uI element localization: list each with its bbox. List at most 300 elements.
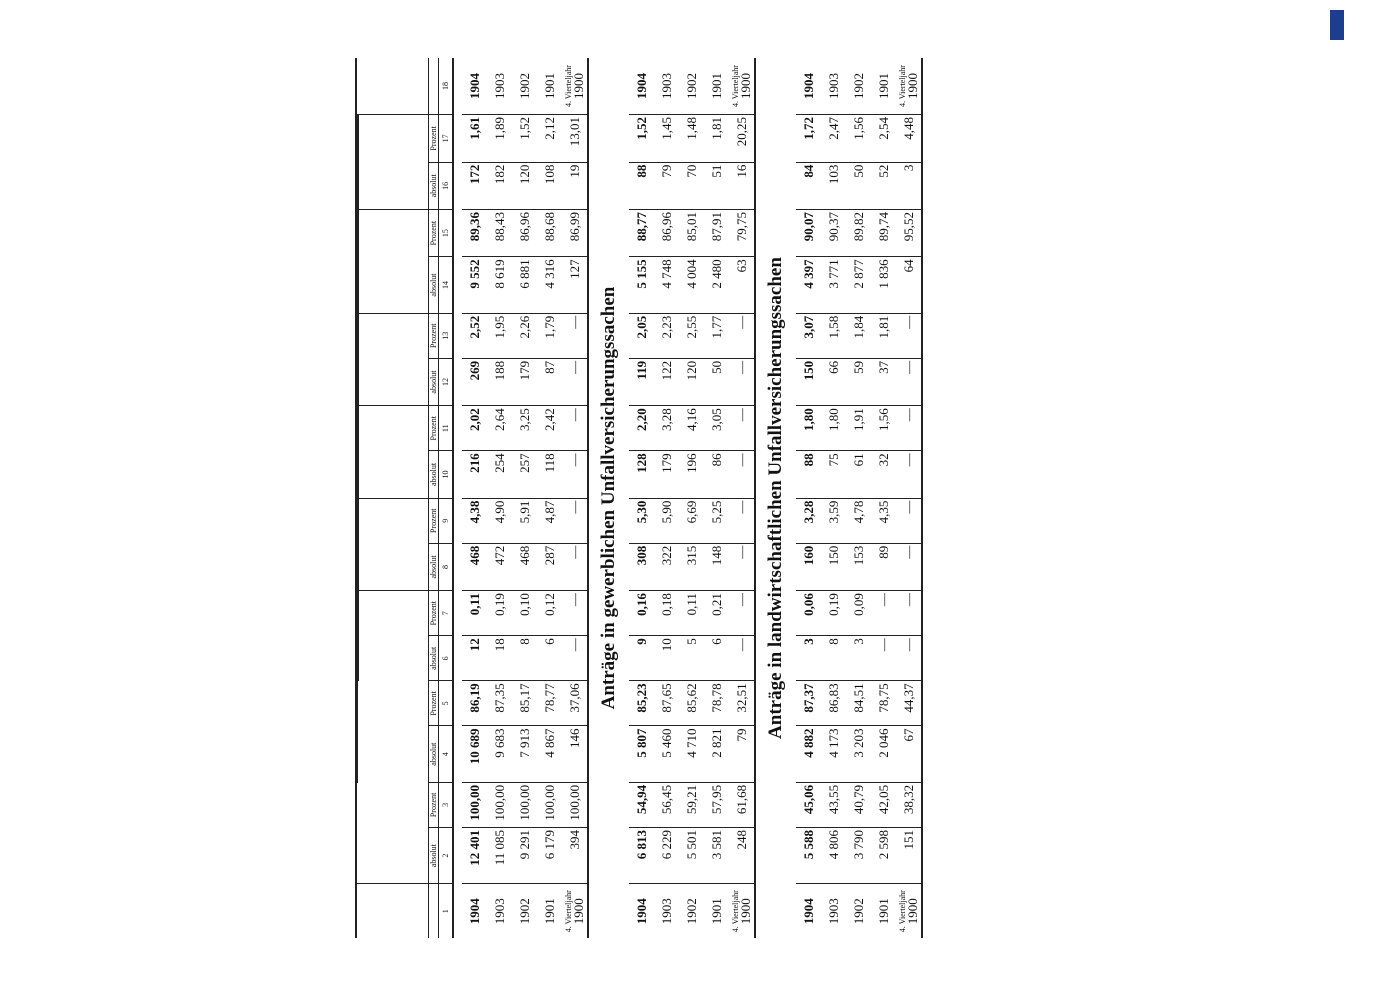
year-cell: 1904 <box>800 898 816 925</box>
data-cell: 1,95 <box>487 313 512 358</box>
section-spacer-row <box>453 58 462 938</box>
data-cell: 4 004 <box>679 257 704 313</box>
data-cell: 4,90 <box>487 498 512 543</box>
table-row <box>729 58 755 938</box>
data-cell: 2 598 <box>871 827 896 883</box>
year-cell: 1904 <box>629 58 654 115</box>
data-cell: 87,91 <box>704 209 729 256</box>
header-anerkenntnis <box>359 313 429 405</box>
data-cell: 4,35 <box>871 498 896 543</box>
data-cell: 0,09 <box>846 591 871 636</box>
data-cell: 2,42 <box>537 406 562 451</box>
year-value: 1900 <box>737 898 753 925</box>
data-cell: 1,80 <box>821 406 846 451</box>
data-cell: — <box>562 451 588 498</box>
year-cell: 1903 <box>487 58 512 115</box>
data-cell: 160 <box>796 543 821 590</box>
data-cell: 4 316 <box>537 257 562 313</box>
data-cell: 3,05 <box>704 406 729 451</box>
table-row <box>629 58 654 938</box>
data-cell: 6 229 <box>654 827 679 883</box>
section-heading-row <box>588 58 629 938</box>
data-cell: 2,54 <box>871 115 896 163</box>
data-cell: 10 <box>654 636 679 681</box>
data-cell: 38,32 <box>896 782 922 827</box>
data-cell: 12 <box>462 636 487 681</box>
data-cell: 45,06 <box>796 782 821 827</box>
year-cell: 1902 <box>683 898 699 925</box>
data-cell: — <box>729 406 755 451</box>
subheader-absolut: absolut <box>429 257 439 313</box>
data-cell: 8 <box>821 636 846 681</box>
data-cell: 87,35 <box>487 681 512 726</box>
data-cell: 59,21 <box>679 782 704 827</box>
data-cell: 8 <box>512 636 537 681</box>
year-cell-right <box>896 58 922 115</box>
year-cell: 1901 <box>541 898 557 925</box>
data-cell: 4 882 <box>796 726 821 782</box>
data-cell: 89,74 <box>871 209 896 256</box>
table-row <box>846 58 871 938</box>
data-cell: 468 <box>462 543 487 590</box>
data-cell: 64 <box>896 257 922 313</box>
year-cell: 1902 <box>516 898 532 925</box>
data-cell: 4,48 <box>896 115 922 163</box>
data-cell: 32 <box>871 451 896 498</box>
data-cell: 119 <box>629 358 654 405</box>
data-cell: 5 501 <box>679 827 704 883</box>
data-cell: 5,25 <box>704 498 729 543</box>
year-cell: 1904 <box>796 58 821 115</box>
data-cell: 4 748 <box>654 257 679 313</box>
data-cell: 2 877 <box>846 257 871 313</box>
data-cell: 3,25 <box>512 406 537 451</box>
spacer-cell <box>453 58 462 938</box>
year-cell: 1901 <box>871 58 896 115</box>
data-cell: — <box>562 636 588 681</box>
year-value: 1900 <box>570 898 586 925</box>
data-cell: 88 <box>629 162 654 209</box>
data-cell: 172 <box>462 162 487 209</box>
data-cell: 87,37 <box>796 681 821 726</box>
data-cell: 88 <box>796 451 821 498</box>
year-cell: 1904 <box>466 898 482 925</box>
data-cell: 85,01 <box>679 209 704 256</box>
data-cell: 87,65 <box>654 681 679 726</box>
subheader-absolut: absolut <box>429 451 439 498</box>
column-number: 3 <box>439 782 454 827</box>
subheader-prozent: Prozent <box>429 681 439 726</box>
data-cell: 1,81 <box>871 313 896 358</box>
year-cell: 1901 <box>875 898 891 925</box>
data-cell: 1,91 <box>846 406 871 451</box>
data-cell: 2,47 <box>821 115 846 163</box>
data-cell: 3 790 <box>846 827 871 883</box>
running-header <box>118 40 158 960</box>
subheader-prozent: Prozent <box>429 115 439 163</box>
data-cell: 5 807 <box>629 726 654 782</box>
data-cell: 79 <box>729 726 755 782</box>
data-cell: 2,05 <box>629 313 654 358</box>
column-number: 5 <box>439 681 454 726</box>
header-urteil <box>359 209 429 313</box>
data-cell: 0,06 <box>796 591 821 636</box>
data-cell: 10 689 <box>462 726 487 782</box>
data-cell: 13,01 <box>562 115 588 163</box>
subheader-prozent: Prozent <box>429 591 439 636</box>
data-cell: 88,77 <box>629 209 654 256</box>
data-cell: 120 <box>679 358 704 405</box>
data-cell: 20,25 <box>729 115 755 163</box>
year-value: 1900 <box>904 73 920 100</box>
column-number: 7 <box>439 591 454 636</box>
data-cell: 85,23 <box>629 681 654 726</box>
data-cell: — <box>729 451 755 498</box>
column-number: 10 <box>439 451 454 498</box>
data-cell: 100,00 <box>487 782 512 827</box>
data-cell: 179 <box>512 358 537 405</box>
data-cell: 5 460 <box>654 726 679 782</box>
data-cell: 1,61 <box>462 115 487 163</box>
data-cell: — <box>871 636 896 681</box>
data-cell: 257 <box>512 451 537 498</box>
data-cell: 269 <box>462 358 487 405</box>
data-cell: 63 <box>729 257 755 313</box>
data-cell: 472 <box>487 543 512 590</box>
data-cell: 122 <box>654 358 679 405</box>
quarter-label: 4. Vierteljahr <box>730 890 740 933</box>
subheader-absolut: absolut <box>429 636 439 681</box>
column-number: 1 <box>439 884 454 938</box>
data-cell: 3 <box>796 636 821 681</box>
data-cell: 100,00 <box>462 782 487 827</box>
data-cell: 89,82 <box>846 209 871 256</box>
year-cell: 1903 <box>821 58 846 115</box>
year-cell <box>562 884 588 938</box>
table-row <box>512 58 537 938</box>
table-row <box>487 58 512 938</box>
data-cell: 86 <box>704 451 729 498</box>
data-cell: 9 683 <box>487 726 512 782</box>
subheader-prozent: Prozent <box>429 498 439 543</box>
data-cell: — <box>562 543 588 590</box>
section-heading: Anträge in gewerblichen Unfallversicherungssachen <box>598 286 619 710</box>
data-cell: 32,51 <box>729 681 755 726</box>
table-row <box>562 58 588 938</box>
year-cell <box>729 884 755 938</box>
quarter-label: 4. Vierteljahr <box>897 890 907 933</box>
data-cell: 1,52 <box>512 115 537 163</box>
data-cell: 0,21 <box>704 591 729 636</box>
subheader-spacer <box>429 884 439 938</box>
year-cell <box>896 884 922 938</box>
data-cell: — <box>562 406 588 451</box>
data-cell: 78,77 <box>537 681 562 726</box>
data-cell: 3 <box>896 162 922 209</box>
data-cell: — <box>896 406 922 451</box>
data-cell: 5 <box>679 636 704 681</box>
year-value: 1900 <box>737 73 753 100</box>
header-jahr <box>356 884 429 938</box>
column-number: 11 <box>439 406 454 451</box>
year-cell: 1902 <box>512 58 537 115</box>
column-number: 12 <box>439 358 454 405</box>
year-cell-right <box>562 58 588 115</box>
header-andere <box>359 115 429 210</box>
data-cell: 12 401 <box>462 827 487 883</box>
data-cell: 86,83 <box>821 681 846 726</box>
year-cell: 1903 <box>491 898 507 925</box>
data-cell: 3 771 <box>821 257 846 313</box>
year-cell-right <box>729 58 755 115</box>
column-number: 9 <box>439 498 454 543</box>
data-cell: 150 <box>796 358 821 405</box>
year-cell: 1902 <box>679 58 704 115</box>
data-cell: 79,75 <box>729 209 755 256</box>
data-cell: 4,78 <box>846 498 871 543</box>
data-cell: 3,07 <box>796 313 821 358</box>
year-cell: 1901 <box>537 58 562 115</box>
data-cell: 1 836 <box>871 257 896 313</box>
column-number: 16 <box>439 162 454 209</box>
data-cell: — <box>896 358 922 405</box>
data-cell: 54,94 <box>629 782 654 827</box>
data-cell: 44,37 <box>896 681 922 726</box>
data-cell: 89,36 <box>462 209 487 256</box>
data-cell: 0,11 <box>679 591 704 636</box>
data-cell: 315 <box>679 543 704 590</box>
data-cell: 0,12 <box>537 591 562 636</box>
subheader-absolut: absolut <box>429 726 439 782</box>
data-cell: 100,00 <box>512 782 537 827</box>
subheader-absolut: absolut <box>429 162 439 209</box>
column-number: 6 <box>439 636 454 681</box>
data-cell: 86,99 <box>562 209 588 256</box>
data-cell: 100,00 <box>537 782 562 827</box>
data-cell: 50 <box>846 162 871 209</box>
subheader-spacer <box>429 58 439 115</box>
data-cell: 3,59 <box>821 498 846 543</box>
data-cell: 9 552 <box>462 257 487 313</box>
data-cell: 1,56 <box>871 406 896 451</box>
data-cell: 5 588 <box>796 827 821 883</box>
column-number: 8 <box>439 543 454 590</box>
header-zuruecknahme <box>359 498 429 590</box>
year-cell: 1903 <box>654 58 679 115</box>
data-cell: 3 581 <box>704 827 729 883</box>
data-cell: 254 <box>487 451 512 498</box>
data-cell: 1,52 <box>629 115 654 163</box>
data-cell: 100,00 <box>562 782 588 827</box>
table-row <box>796 58 821 938</box>
year-cell: 1902 <box>850 898 866 925</box>
data-cell: 4 867 <box>537 726 562 782</box>
data-cell: 1,89 <box>487 115 512 163</box>
data-cell: 6 <box>704 636 729 681</box>
table-row <box>821 58 846 938</box>
data-cell: — <box>729 636 755 681</box>
data-cell: 57,95 <box>704 782 729 827</box>
data-cell: 0,19 <box>487 591 512 636</box>
data-cell: 1,72 <box>796 115 821 163</box>
statistics-table <box>355 58 923 938</box>
data-cell: 196 <box>679 451 704 498</box>
data-cell: 7 913 <box>512 726 537 782</box>
data-cell: 4 397 <box>796 257 821 313</box>
data-cell: 67 <box>896 726 922 782</box>
data-cell: 5,30 <box>629 498 654 543</box>
data-cell: — <box>562 313 588 358</box>
data-cell: 89 <box>871 543 896 590</box>
year-cell: 1903 <box>825 898 841 925</box>
data-cell: 5 155 <box>629 257 654 313</box>
data-cell: 108 <box>537 162 562 209</box>
dfg-logo <box>1330 10 1344 40</box>
data-cell: 0,16 <box>629 591 654 636</box>
data-cell: 40,79 <box>846 782 871 827</box>
data-cell: 37,06 <box>562 681 588 726</box>
data-cell: 1,58 <box>821 313 846 358</box>
data-cell: 127 <box>562 257 588 313</box>
data-cell: 0,11 <box>462 591 487 636</box>
data-cell: 146 <box>562 726 588 782</box>
data-cell: 2,52 <box>462 313 487 358</box>
data-cell: 2,55 <box>679 313 704 358</box>
data-cell: 85,17 <box>512 681 537 726</box>
year-cell: 1901 <box>704 58 729 115</box>
header-zahl <box>356 782 429 884</box>
quarter-label: 4. Vierteljahr <box>563 65 573 108</box>
column-number: 15 <box>439 209 454 256</box>
data-cell: 468 <box>512 543 537 590</box>
data-cell: 78,75 <box>871 681 896 726</box>
data-cell: 56,45 <box>654 782 679 827</box>
data-cell: 5,91 <box>512 498 537 543</box>
section-heading: Anträge in landwirtschaftlichen Unfallversicherungssachen <box>765 257 786 739</box>
data-cell: 2,12 <box>537 115 562 163</box>
data-cell: 43,55 <box>821 782 846 827</box>
data-cell: 37 <box>871 358 896 405</box>
data-cell: — <box>896 451 922 498</box>
header-vergleich <box>359 406 429 498</box>
data-cell: 5,90 <box>654 498 679 543</box>
year-cell: 1904 <box>633 898 649 925</box>
data-cell: 86,19 <box>462 681 487 726</box>
data-cell: 1,45 <box>654 115 679 163</box>
column-number: 18 <box>439 58 454 115</box>
data-cell: 4 173 <box>821 726 846 782</box>
data-cell: 70 <box>679 162 704 209</box>
column-number: 2 <box>439 827 454 883</box>
data-cell: 1,84 <box>846 313 871 358</box>
data-cell: 118 <box>537 451 562 498</box>
table-row <box>896 58 922 938</box>
data-cell: 2,20 <box>629 406 654 451</box>
data-cell: 287 <box>537 543 562 590</box>
data-cell: 86,96 <box>654 209 679 256</box>
data-cell: 42,05 <box>871 782 896 827</box>
data-cell: 85,62 <box>679 681 704 726</box>
data-cell: — <box>729 358 755 405</box>
data-cell: — <box>871 591 896 636</box>
data-cell: 1,79 <box>537 313 562 358</box>
data-cell: 16 <box>729 162 755 209</box>
data-cell: — <box>562 358 588 405</box>
data-cell: 182 <box>487 162 512 209</box>
column-number: 4 <box>439 726 454 782</box>
data-cell: 6 881 <box>512 257 537 313</box>
data-cell: 6 179 <box>537 827 562 883</box>
data-cell: — <box>562 498 588 543</box>
data-cell: 84,51 <box>846 681 871 726</box>
data-cell: 66 <box>821 358 846 405</box>
data-cell: 18 <box>487 636 512 681</box>
year-cell: 1901 <box>708 898 724 925</box>
data-cell: 6 <box>537 636 562 681</box>
table-row <box>462 58 487 938</box>
data-cell: 88,68 <box>537 209 562 256</box>
data-cell: 52 <box>871 162 896 209</box>
year-value: 1900 <box>570 73 586 100</box>
data-cell: 103 <box>821 162 846 209</box>
data-cell: 6,69 <box>679 498 704 543</box>
data-cell: 88,43 <box>487 209 512 256</box>
data-cell: 4,38 <box>462 498 487 543</box>
data-cell: 61 <box>846 451 871 498</box>
data-cell: 4 806 <box>821 827 846 883</box>
subheader-absolut: absolut <box>429 358 439 405</box>
data-cell: 84 <box>796 162 821 209</box>
data-cell: — <box>729 313 755 358</box>
data-cell: 153 <box>846 543 871 590</box>
data-cell: 2,26 <box>512 313 537 358</box>
year-value: 1900 <box>904 898 920 925</box>
data-cell: 1,77 <box>704 313 729 358</box>
subheader-absolut: absolut <box>429 543 439 590</box>
quarter-label: 4. Vierteljahr <box>730 65 740 108</box>
data-cell: 50 <box>704 358 729 405</box>
data-cell: 3 203 <box>846 726 871 782</box>
data-cell: 2 480 <box>704 257 729 313</box>
data-cell: 1,48 <box>679 115 704 163</box>
header-ueberhaupt <box>358 681 429 783</box>
data-cell: 90,37 <box>821 209 846 256</box>
data-cell: 87 <box>537 358 562 405</box>
data-cell: 2 046 <box>871 726 896 782</box>
data-cell: 1,56 <box>846 115 871 163</box>
data-cell: 78,78 <box>704 681 729 726</box>
table-row <box>679 58 704 938</box>
data-cell: 79 <box>654 162 679 209</box>
subheader-prozent: Prozent <box>429 406 439 451</box>
quarter-label: 4. Vierteljahr <box>897 65 907 108</box>
column-number: 13 <box>439 313 454 358</box>
data-cell: 394 <box>562 827 588 883</box>
data-cell: — <box>896 543 922 590</box>
data-cell: — <box>729 543 755 590</box>
data-cell: — <box>562 591 588 636</box>
data-cell: 3,28 <box>796 498 821 543</box>
data-cell: 4,87 <box>537 498 562 543</box>
table-row <box>704 58 729 938</box>
data-cell: 3 <box>846 636 871 681</box>
table-row <box>537 58 562 938</box>
subheader-prozent: Prozent <box>429 313 439 358</box>
quarter-label: 4. Vierteljahr <box>563 890 573 933</box>
data-cell: 9 291 <box>512 827 537 883</box>
data-cell: — <box>729 498 755 543</box>
data-cell: 1,80 <box>796 406 821 451</box>
